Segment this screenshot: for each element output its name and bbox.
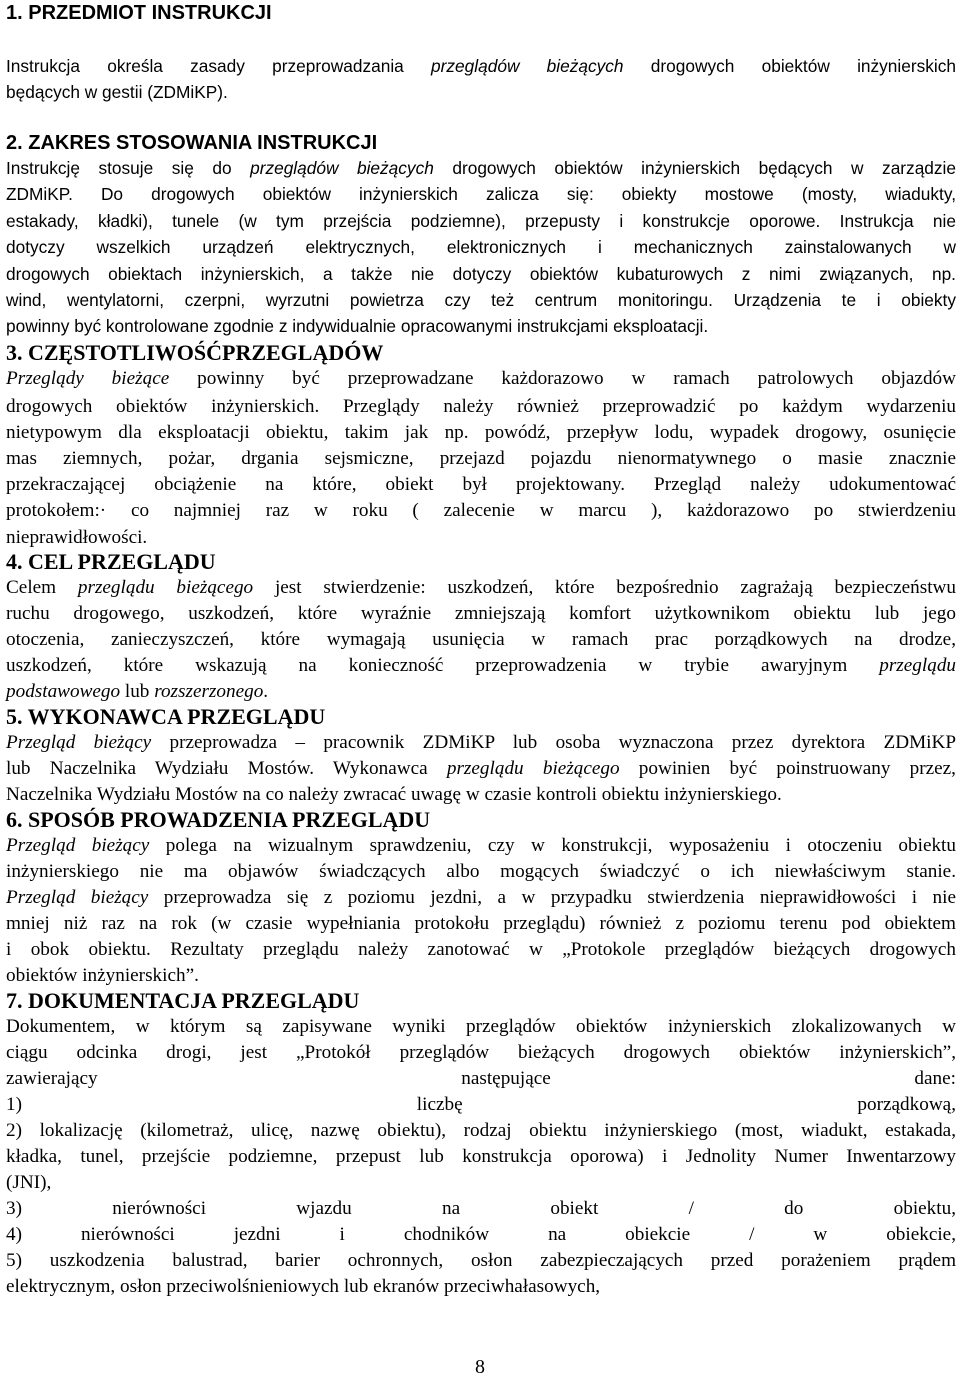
text-run: estakady, kładki), tunele (w tym przejścia podziemne), przepusty i konstrukcje oporowe. Instrukcja nie <box>6 211 956 231</box>
text-run: mas ziemnych, pożar, drgania sejsmiczne, przejazd pojazdu nienormatywnego o masie znacznie <box>6 448 956 469</box>
text-run: drogowych obiektach inżynierskich, a także nie dotyczy obiektów kubaturowych z nimi związanych, np. <box>6 264 956 284</box>
text-run: protokołem:· co najmniej raz w roku ( zalecenie w marcu ), każdorazowo po stwierdzeniu <box>6 500 956 521</box>
text-line <box>6 965 956 987</box>
text-line <box>6 1146 956 1168</box>
text-run: powinien być poinstruowany przez, <box>619 758 956 779</box>
section-heading: 2. ZAKRES STOSOWANIA INSTRUKCJI <box>6 132 378 154</box>
text-line <box>6 913 956 935</box>
text-run: inżynierskiego nie ma objawów świadczących albo mogących świadczyć o ich niewłaściwym stanie. <box>6 861 956 882</box>
text-line <box>6 211 956 232</box>
text-run: kładka, tunel, przejście podziemne, przepust lub konstrukcja oporowa) i Jednolity Numer Inwentarzowy <box>6 1146 956 1167</box>
section-heading: 5. WYKONAWCA PRZEGLĄDU <box>6 704 326 729</box>
text-line <box>6 835 956 857</box>
italic-text-run: przeglądów bieżących <box>250 158 434 178</box>
italic-text-run: Przegląd bieżący <box>6 835 150 856</box>
text-run: uszkodzeń, które wskazują na konieczność przeprowadzenia w trybie awaryjnym <box>6 655 880 676</box>
text-line <box>6 655 956 677</box>
text-line <box>6 939 956 961</box>
text-line <box>6 1172 956 1194</box>
section-heading: 6. SPOSÓB PROWADZENIA PRZEGLĄDU <box>6 807 431 832</box>
text-run: lub <box>120 681 155 702</box>
text-run: mniej niż raz na rok (w czasie wypełniania protokołu przeglądu) również z poziomu terenu pod obiektem <box>6 913 956 934</box>
section-heading: 7. DOKUMENTACJA PRZEGLĄDU <box>6 988 360 1013</box>
text-run: Dokumentem, w którym są zapisywane wyniki przeglądów obiektów inżynierskich zlokalizowanych w <box>6 1016 956 1037</box>
text-run: 1) liczbę porządkową, <box>6 1094 956 1115</box>
text-run: obiektów inżynierskich”. <box>6 965 199 986</box>
text-run: Naczelnika Wydziału Mostów na co należy zwracać uwagę w czasie kontroli obiektu inżynierskiego. <box>6 784 782 805</box>
text-line <box>6 603 956 625</box>
text-run: nietypowym dla eksploatacji obiektu, takim jak np. powódź, przepływ lodu, wypadek drogowy, osunięcie <box>6 422 956 443</box>
text-line <box>6 1120 956 1142</box>
text-line <box>6 629 956 651</box>
italic-text-run: przeglądu bieżącego <box>446 758 620 779</box>
text-line <box>6 681 956 703</box>
text-run: polega na wizualnym sprawdzeniu, czy w konstrukcji, wyposażeniu i otoczeniu obiektu <box>149 835 956 856</box>
text-line <box>6 861 956 883</box>
text-run: powinny być kontrolowane zgodnie z indywidualnie opracowanymi instrukcjami eksploatacji. <box>6 316 709 336</box>
text-run: 2) lokalizację (kilometraż, ulicę, nazwę obiektu), rodzaj obiektu inżynierskiego (most, wiadukt, estakada, <box>6 1120 956 1141</box>
section-heading: 4. CEL PRZEGLĄDU <box>6 549 216 574</box>
text-run: elektrycznym, osłon przeciwolśnieniowych lub ekranów przeciwhałasowych, <box>6 1276 601 1297</box>
italic-text-run: przeglądów bieżących <box>431 56 624 76</box>
text-run: (JNI), <box>6 1172 52 1193</box>
text-run: 5) uszkodzenia balustrad, barier ochronnych, osłon zabezpieczających przed porażeniem prądem <box>6 1250 956 1271</box>
text-run: jest stwierdzenie: uszkodzeń, które bezpośrednio zagrażają bezpieczeństwu <box>253 577 956 598</box>
text-run: lub Naczelnika Wydziału Mostów. Wykonawca <box>6 758 447 779</box>
text-run: drogowych obiektów inżynierskich. Przeglądy należy również przeprowadzić po każdym wydarzeniu <box>6 396 956 417</box>
document-page <box>6 0 956 1384</box>
text-line <box>6 448 956 470</box>
text-line <box>6 1016 956 1038</box>
italic-text-run: Przegląd bieżący <box>6 732 152 753</box>
text-run: przeprowadza się z poziomu jezdni, a w przypadku stwierdzenia nieprawidłowości i nie <box>148 887 956 908</box>
text-line <box>6 184 956 205</box>
text-run: i obok obiektu. Rezultaty przeglądu należy zanotować w „Protokole przeglądów bieżących drogowych <box>6 939 956 960</box>
text-run: zawierający następujące dane: <box>6 1068 956 1089</box>
italic-text-run: Przeglądy bieżące <box>6 368 170 389</box>
text-line <box>6 1224 956 1246</box>
page-number: 8 <box>475 1356 485 1378</box>
text-run: otoczenia, zanieczyszczeń, które wymagają usunięcia w ramach prac porządkowych na drodze, <box>6 629 956 650</box>
text-run: ciągu odcinka drogi, jest „Protokół przeglądów bieżących drogowych obiektów inżynierskich”, <box>6 1042 956 1063</box>
text-line <box>6 237 956 258</box>
text-run: powinny być przeprowadzane każdorazowo w ramach patrolowych objazdów <box>169 368 956 389</box>
text-line <box>6 887 956 909</box>
text-line <box>6 56 956 77</box>
text-run: 4) nierówności jezdni i chodników na obiekcie / w obiekcie, <box>6 1224 956 1245</box>
section-heading: 1. PRZEDMIOT INSTRUKCJI <box>6 2 272 24</box>
text-line <box>6 368 956 390</box>
text-line <box>6 577 956 599</box>
text-run: Instrukcję stosuje się do <box>6 158 251 178</box>
text-line <box>6 316 956 337</box>
text-line <box>6 1250 956 1272</box>
italic-text-run: rozszerzonego <box>154 681 264 702</box>
text-line <box>6 1276 956 1298</box>
text-line <box>6 527 956 549</box>
text-line <box>6 758 956 780</box>
text-line <box>6 474 956 496</box>
text-run: wind, wentylatorni, czerpni, wyrzutni powietrza czy też centrum monitoringu. Urządzenia te i obiekty <box>6 290 956 310</box>
text-run: drogowych obiektów inżynierskich będących w zarządzie <box>433 158 957 178</box>
italic-text-run: przeglądu bieżącego <box>77 577 254 598</box>
text-line <box>6 500 956 522</box>
text-line <box>6 158 956 179</box>
text-run: Instrukcja określa zasady przeprowadzania <box>6 56 432 76</box>
text-run: Celem <box>6 577 78 598</box>
text-line <box>6 1042 956 1064</box>
text-run: będących w gestii (ZDMiKP). <box>6 82 228 102</box>
text-line <box>6 422 956 444</box>
italic-text-run: Przegląd bieżący <box>6 887 149 908</box>
text-line <box>6 290 956 311</box>
text-run: ruchu drogowego, uszkodzeń, które wyraźnie zmniejszają komfort użytkownikom obiektu lub jego <box>6 603 956 624</box>
text-run: drogowych obiektów inżynierskich <box>623 56 956 76</box>
text-line <box>6 396 956 418</box>
text-line <box>6 1068 956 1090</box>
text-run: przekraczającej obciążenie na które, obiekt był projektowany. Przegląd należy udokumentować <box>6 474 956 495</box>
text-run: ZDMiKP. Do drogowych obiektów inżynierskich zalicza się: obiekty mostowe (mosty, wiadukty, <box>6 184 956 204</box>
text-run: nieprawidłowości. <box>6 527 148 548</box>
text-line <box>6 784 956 806</box>
text-run: przeprowadza – pracownik ZDMiKP lub osoba wyznaczona przez dyrektora ZDMiKP <box>151 732 956 753</box>
text-run: dotyczy wszelkich urządzeń elektrycznych, elektronicznych i mechanicznych zainstalowanych w <box>6 237 956 257</box>
text-run: 3) nierówności wjazdu na obiekt / do obiektu, <box>6 1198 956 1219</box>
text-line <box>6 264 956 285</box>
text-line <box>6 82 956 103</box>
italic-text-run: podstawowego <box>6 681 121 702</box>
text-run: . <box>263 681 269 702</box>
section-heading: 3. CZĘSTOTLIWOŚĆPRZEGLĄDÓW <box>6 340 384 365</box>
italic-text-run: przeglądu <box>879 655 956 676</box>
text-line <box>6 732 956 754</box>
text-line <box>6 1198 956 1220</box>
text-line <box>6 1094 956 1116</box>
